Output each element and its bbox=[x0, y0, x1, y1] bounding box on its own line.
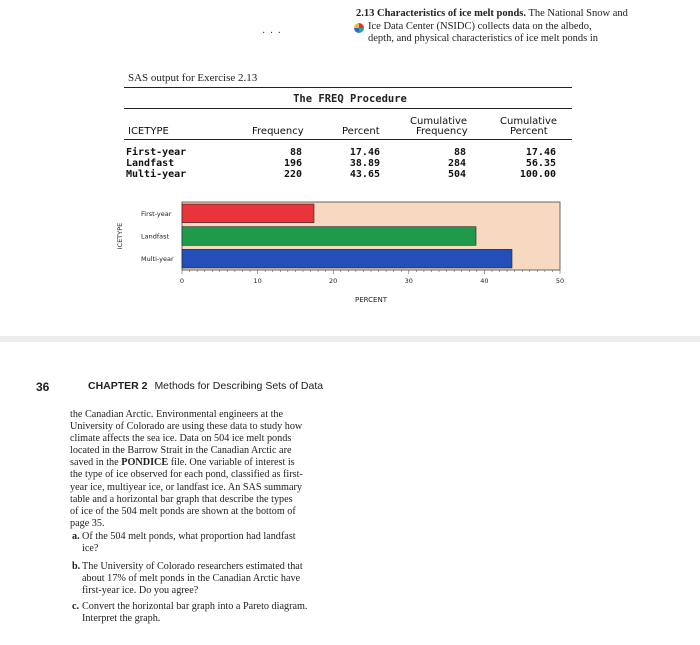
bar-chart-svg bbox=[108, 196, 578, 308]
y-axis-label: ICETYPE bbox=[116, 222, 124, 250]
chapter-label: CHAPTER 2 bbox=[88, 380, 148, 392]
table-row-0-type: First-year bbox=[126, 147, 187, 158]
chapter-title: Methods for Describing Sets of Data bbox=[154, 380, 324, 392]
top-rule bbox=[124, 87, 572, 88]
exercise-intro bbox=[356, 8, 656, 46]
header-cum-pct-2: Percent bbox=[510, 126, 548, 137]
exercise-title: Characteristics of ice melt ponds. bbox=[377, 8, 527, 19]
nsidc-logo-icon bbox=[354, 23, 364, 33]
header-icetype: ICETYPE bbox=[128, 126, 169, 137]
x-tick-label: 40 bbox=[480, 277, 489, 285]
table-row-1-frequency: 196 bbox=[283, 158, 302, 169]
header-rule bbox=[124, 139, 572, 140]
exercise-line-2: Ice Data Center (NSIDC) collects data on the albedo, bbox=[356, 21, 656, 34]
paragraph-line: the Canadian Arctic. Environmental engineers at the bbox=[70, 409, 284, 420]
category-label: Landfast bbox=[141, 232, 170, 241]
table-row-2-cum-freq: 504 bbox=[447, 169, 466, 180]
exercise-paragraph bbox=[70, 409, 340, 530]
table-row-1-cum-pct: 56.35 bbox=[525, 158, 556, 169]
paragraph-line: table and a horizontal bar graph that describe the types bbox=[70, 493, 293, 505]
table-row-2-cum-pct: 100.00 bbox=[519, 169, 556, 180]
exercise-heading bbox=[356, 8, 656, 21]
sas-output-caption: SAS output for Exercise 2.13 bbox=[128, 72, 258, 84]
question-a: a. Of the 504 melt ponds, what proportion had landfast ice? bbox=[72, 531, 296, 555]
x-tick-label: 10 bbox=[253, 277, 262, 285]
table-row-1-cum-freq: 284 bbox=[447, 158, 466, 169]
procedure-rule bbox=[124, 108, 572, 109]
x-tick-label: 20 bbox=[329, 277, 338, 285]
paragraph-line: saved in the PONDICE file. One variable of interest is bbox=[70, 457, 295, 469]
bar-first-year bbox=[182, 204, 314, 223]
paragraph-line: year ice, multiyear ice, or landfast ice. An SAS summary bbox=[70, 481, 302, 493]
paragraph-line: located in the Barrow Strait in the Canadian Arctic are bbox=[70, 445, 292, 457]
x-axis-label: PERCENT bbox=[355, 296, 387, 304]
table-row-0-cum-pct: 17.46 bbox=[525, 147, 556, 158]
paragraph-line: page 35. bbox=[70, 517, 105, 529]
table-row-0-percent: 17.46 bbox=[349, 147, 380, 158]
bar-landfast bbox=[182, 227, 476, 246]
margin-scribble: · · · bbox=[262, 28, 282, 39]
exercise-line-3: depth, and physical characteristics of ice melt ponds in bbox=[368, 33, 599, 44]
table-row-0-frequency: 88 bbox=[289, 147, 302, 158]
horizontal-bar-chart bbox=[108, 196, 578, 308]
question-b: b. The University of Colorado researchers estimated that about 17% of melt ponds in the Canadian Arctic have first-year ice. Do you agree? bbox=[72, 561, 303, 597]
category-label: First-year bbox=[141, 209, 172, 218]
header-frequency: Frequency bbox=[252, 126, 304, 137]
table-row-1-type: Landfast bbox=[126, 158, 175, 169]
x-tick-label: 0 bbox=[179, 277, 185, 285]
table-row-2-percent: 43.65 bbox=[349, 169, 380, 180]
category-label: Multi-year bbox=[141, 255, 174, 264]
header-cum-pct-1: Cumulative bbox=[500, 116, 558, 127]
pondice-file-name: PONDICE bbox=[121, 457, 169, 469]
header-cum-freq-2: Frequency bbox=[416, 126, 468, 137]
table-row-1-percent: 38.89 bbox=[349, 158, 380, 169]
table-row-2-frequency: 220 bbox=[283, 169, 302, 180]
table-row-0-cum-freq: 88 bbox=[453, 147, 466, 158]
header-cum-freq-1: Cumulative bbox=[410, 116, 468, 127]
paragraph-line: University of Colorado are using these data to study how bbox=[70, 421, 303, 433]
question-a-letter: a. bbox=[72, 531, 80, 542]
table-row-2-type: Multi-year bbox=[126, 169, 187, 180]
x-tick-label: 50 bbox=[555, 277, 565, 285]
procedure-title: The FREQ Procedure bbox=[293, 93, 407, 105]
paragraph-line: climate affects the sea ice. Data on 504 ice melt ponds bbox=[70, 433, 292, 445]
paragraph-line: of ice of the 504 melt ponds are shown at the bottom of bbox=[70, 505, 296, 517]
x-tick-label: 30 bbox=[404, 277, 413, 285]
exercise-line-1: The National Snow and bbox=[528, 8, 628, 19]
page-number: 36 bbox=[36, 380, 50, 394]
question-c: c. Convert the horizontal bar graph into a Pareto diagram. Interpret the graph. bbox=[72, 601, 308, 625]
question-b-letter: b. bbox=[72, 561, 81, 572]
chapter-heading bbox=[88, 380, 323, 392]
bar-multi-year bbox=[182, 249, 512, 268]
header-percent: Percent bbox=[342, 126, 380, 137]
exercise-number: 2.13 bbox=[356, 8, 375, 19]
paragraph-line: the type of ice observed for each pond, classified as first- bbox=[70, 469, 303, 481]
question-c-letter: c. bbox=[72, 601, 80, 612]
